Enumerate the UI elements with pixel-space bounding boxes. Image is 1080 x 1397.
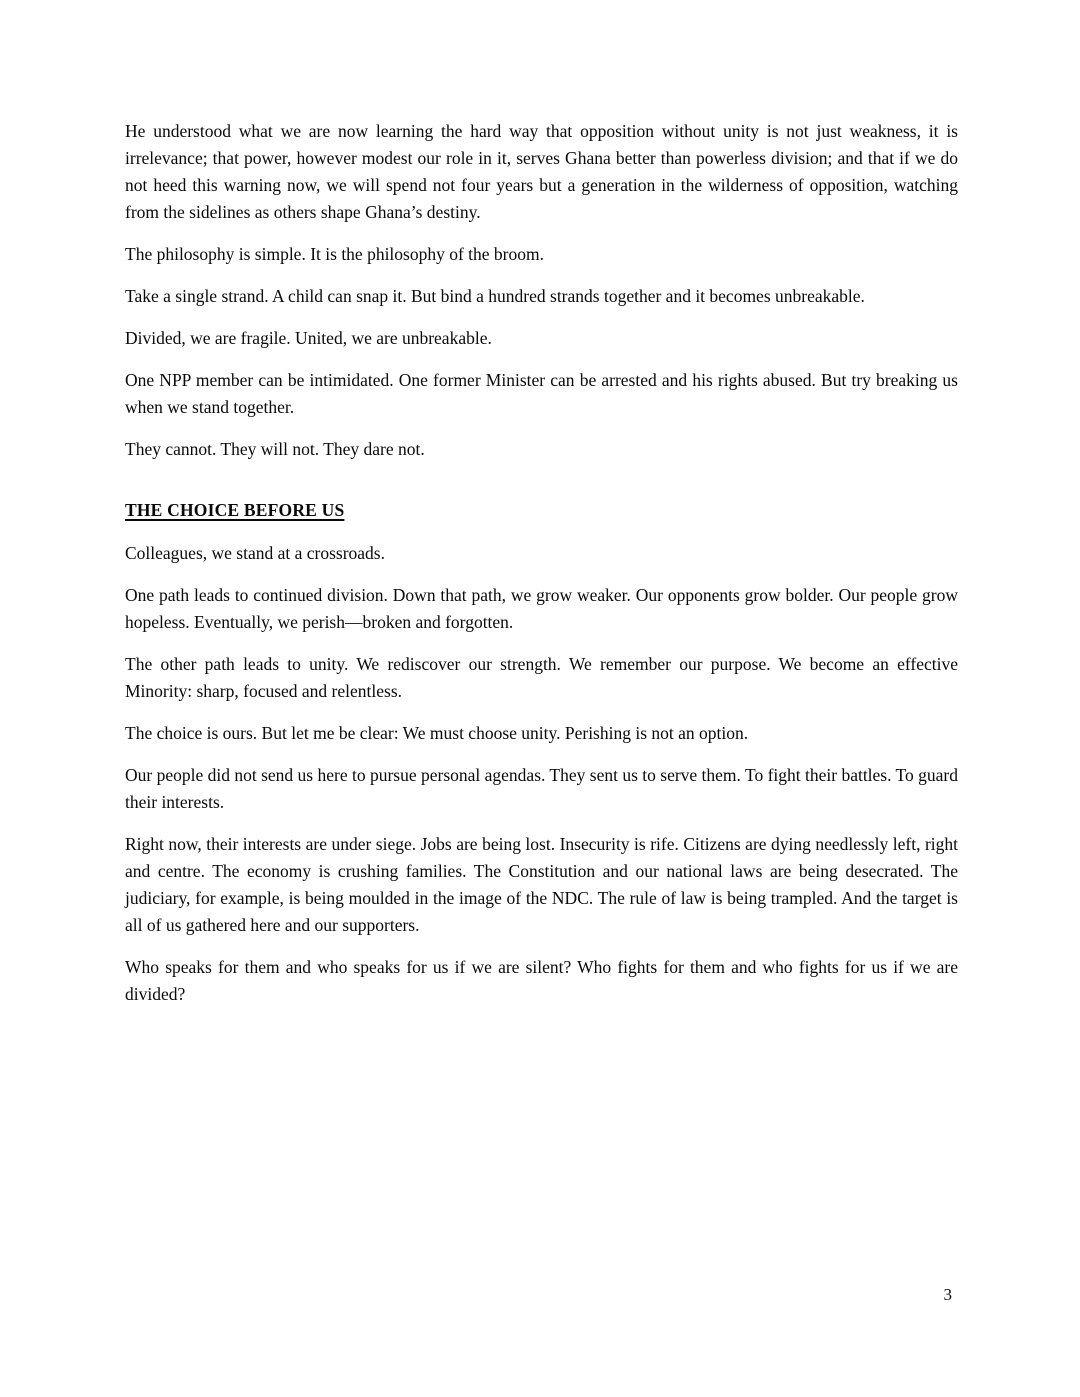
paragraph-section-1: Colleagues, we stand at a crossroads. xyxy=(125,543,385,563)
paragraph-intro-2: The philosophy is simple. It is the philosophy of the broom. xyxy=(125,244,545,264)
page-number: 3 xyxy=(943,1285,952,1304)
paragraph-intro-6: They cannot. They will not. They dare not. xyxy=(125,439,425,459)
paragraph-section-2: One path leads to continued division. Down that path, we grow weaker. Our opponents grow bolder. Our people grow hopeless. Eventually, we perish—broken and forgotten. xyxy=(125,585,958,632)
paragraph-section-6: Right now, their interests are under siege. Jobs are being lost. Insecurity is rife. Citizens are dying needlessly left, right and centre. The economy is crushing families. The Constitution and our national laws are being desecrated. The judiciary, for example, is being moulded in the image of the NDC. The rule of law is being trampled. And the target is all of us gathered here and our supporters. xyxy=(125,834,958,935)
section-heading-text: THE CHOICE BEFORE US xyxy=(125,500,345,520)
paragraph-intro-3: Take a single strand. A child can snap it. But bind a hundred strands together and it becomes unbreakable. xyxy=(125,286,865,306)
section-heading xyxy=(125,497,958,524)
paragraph-intro-4: Divided, we are fragile. United, we are unbreakable. xyxy=(125,328,492,348)
paragraph-intro-5: One NPP member can be intimidated. One former Minister can be arrested and his rights abused. But try breaking us when we stand together. xyxy=(125,370,958,417)
paragraph-section-5: Our people did not send us here to pursue personal agendas. They sent us to serve them. To fight their battles. To guard their interests. xyxy=(125,765,958,812)
page-content xyxy=(125,118,958,1023)
paragraph-section-7: Who speaks for them and who speaks for us if we are silent? Who fights for them and who fights for us if we are divided? xyxy=(125,957,958,1004)
paragraph-section-4: The choice is ours. But let me be clear: We must choose unity. Perishing is not an option. xyxy=(125,723,749,743)
paragraph-section-3: The other path leads to unity. We rediscover our strength. We remember our purpose. We become an effective Minority: sharp, focused and relentless. xyxy=(125,654,958,701)
paragraph-intro-1: He understood what we are now learning the hard way that opposition without unity is not just weakness, it is irrelevance; that power, however modest our role in it, serves Ghana better than powerless division; and that if we do not heed this warning now, we will spend not four years but a generation in the wilderness of opposition, watching from the sidelines as others shape Ghana’s destiny. xyxy=(125,121,958,222)
